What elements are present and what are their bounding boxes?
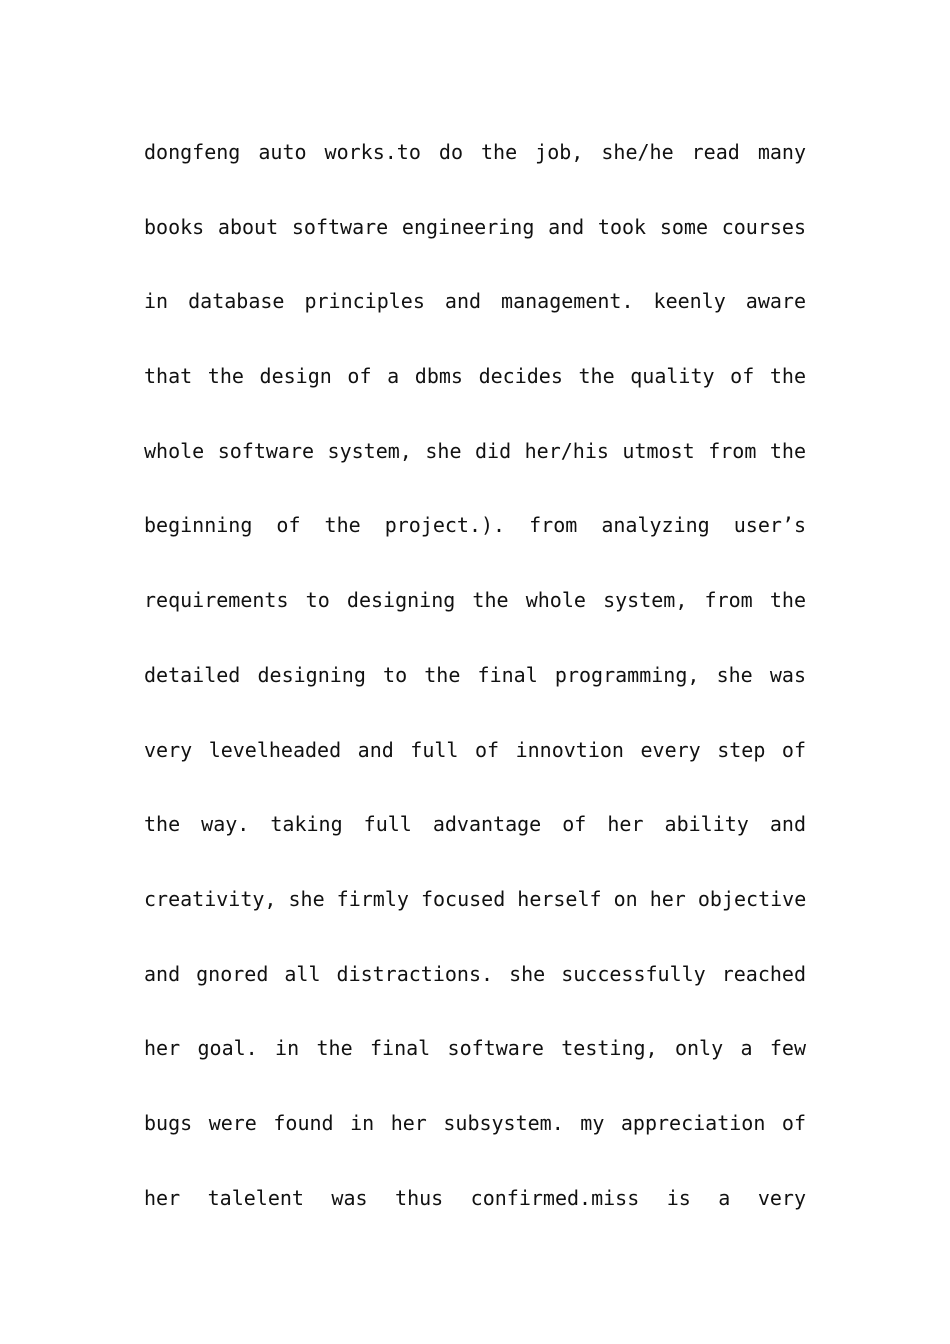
text-line: books about software engineering and took some courses [144, 214, 806, 239]
text-line: dongfeng auto works.to do the job, she/he read many [144, 140, 806, 164]
text-line: bugs were found in her subsystem. my appreciation of [144, 1110, 806, 1135]
text-line: whole software system, she did her/his utmost from the [144, 438, 806, 463]
text-line: detailed designing to the final programming, she was [144, 662, 806, 687]
body-text [144, 133, 806, 1253]
text-line: the way. taking full advantage of her ability and [144, 812, 806, 837]
text-line: in database principles and management. keenly aware [144, 289, 806, 314]
text-line: beginning of the project.). from analyzing user’s [144, 513, 806, 538]
text-line: and gnored all distractions. she successfully reached [144, 961, 806, 986]
text-line: her talelent was thus confirmed.miss is a very [144, 1185, 806, 1210]
text-line: creativity, she firmly focused herself on her objective [144, 886, 806, 911]
text-line: her goal. in the final software testing, only a few [144, 1036, 806, 1061]
text-line: very levelheaded and full of innovtion every step of [144, 737, 806, 762]
text-line: that the design of a dbms decides the quality of the [144, 364, 806, 389]
text-line: requirements to designing the whole system, from the [144, 588, 806, 613]
